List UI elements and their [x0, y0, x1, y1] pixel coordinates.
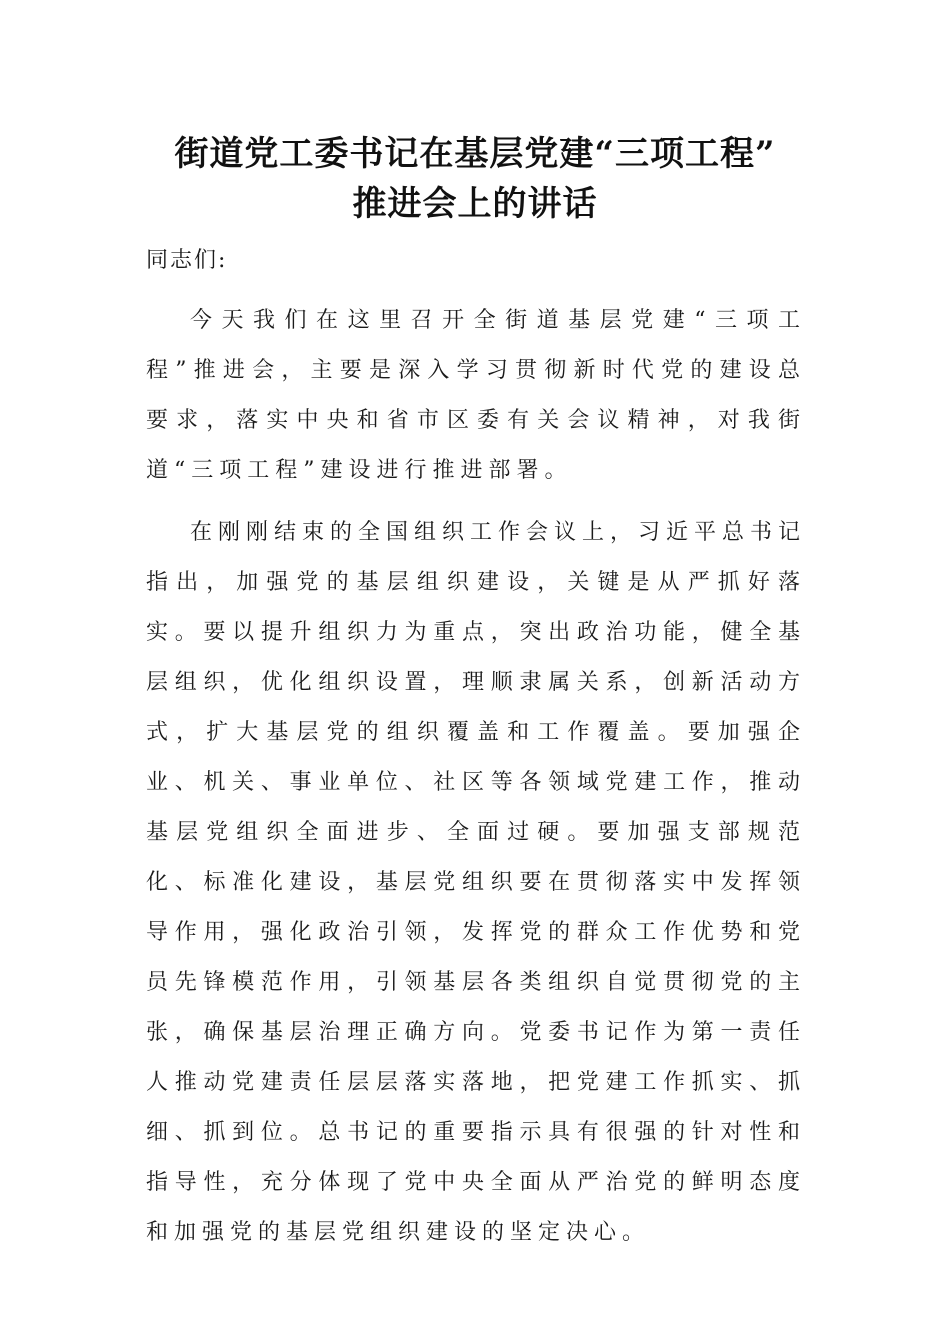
document-title-line-2: 推进会上的讲话 — [352, 184, 598, 224]
document-title-line-1: 街道党工委书记在基层党建“三项工程” — [174, 134, 776, 174]
document-body — [146, 236, 806, 1270]
salutation: 同志们: — [146, 248, 228, 273]
paragraph-2: 在刚刚结束的全国组织工作会议上，习近平总书记指出，加强党的基层组织建设，关键是从严抓好落实。要以提升组织力为重点，突出政治功能，健全基层组织，优化组织设置，理顺隶属关系，创新活动方式，扩大基层党的组织覆盖和工作覆盖。要加强企业、机关、事业单位、社区等各领域党建工作，推动基层党组织全面进步、全面过硬。要加强支部规范化、标准化建设，基层党组织要在贯彻落实中发挥领导作用，强化政治引领，发挥党的群众工作优势和党员先锋模范作用，引领基层各类组织自觉贯彻党的主张，确保基层治理正确方向。党委书记作为第一责任人推动党建责任层层落实落地，把党建工作抓实、抓细、抓到位。总书记的重要指示具有很强的针对性和指导性，充分体现了党中央全面从严治党的鲜明态度和加强党的基层党组织建设的坚定决心。 — [146, 520, 807, 1245]
paragraph-1: 今天我们在这里召开全街道基层党建“三项工程”推进会，主要是深入学习贯彻新时代党的建设总要求，落实中央和省市区委有关会议精神，对我街道“三项工程”建设进行推进部署。 — [146, 308, 806, 483]
